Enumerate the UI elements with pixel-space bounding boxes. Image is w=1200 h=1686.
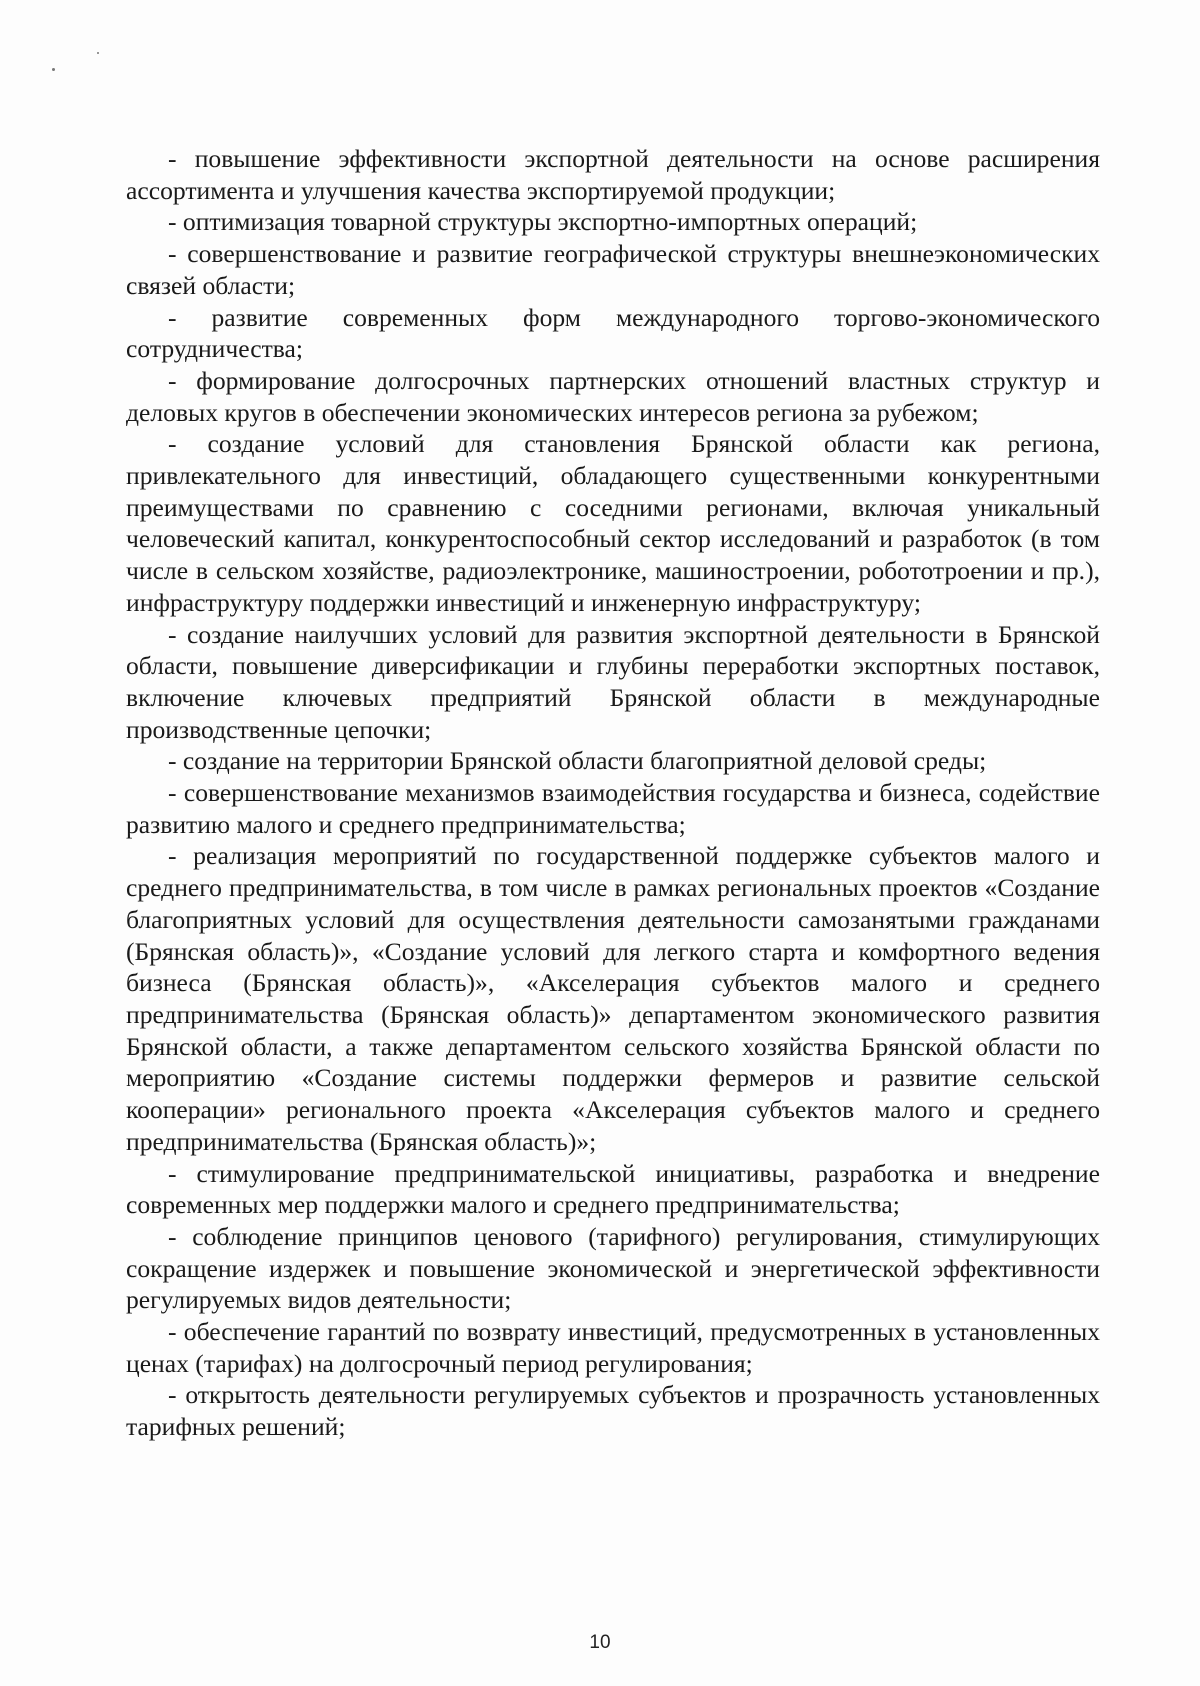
list-item: - соблюдение принципов ценового (тарифного) регулирования, стимулирующих сокращение издержек и повышение экономической и энергетической эффективности регулируемых видов деятельности; bbox=[126, 1221, 1100, 1315]
page-number: 10 bbox=[589, 1632, 611, 1653]
list-item: - оптимизация товарной структуры экспортно-импортных операций; bbox=[168, 207, 918, 237]
list-item: - повышение эффективности экспортной деятельности на основе расширения ассортимента и улучшения качества экспортируемой продукции; bbox=[126, 144, 1100, 205]
list-item: - реализация мероприятий по государственной поддержке субъектов малого и среднего предпринимательства, в том числе в рамках региональных проектов «Создание благоприятных условий для осуществления деятельности самозанятыми гражданами (Брянская область)», «Создание условий для легкого старта и комфортного ведения бизнеса (Брянская область)», «Акселерация субъектов малого и среднего предпринимательства (Брянская область)» департаментом экономического развития Брянской области, а также департаментом сельского хозяйства Брянской области по мероприятию «Создание системы поддержки фермеров и развитие сельской кооперации» регионального проекта «Акселерация субъектов малого и среднего предпринимательства (Брянская область)»; bbox=[126, 841, 1100, 1156]
list-item: - совершенствование механизмов взаимодействия государства и бизнеса, содействие развитию малого и среднего предпринимательства; bbox=[126, 778, 1100, 839]
list-item: - открытость деятельности регулируемых субъектов и прозрачность установленных тарифных решений; bbox=[126, 1380, 1100, 1442]
list-item: - развитие современных форм международного торгово-экономического сотрудничества; bbox=[126, 302, 1100, 364]
list-item: - обеспечение гарантий по возврату инвестиций, предусмотренных в установленных ценах (тарифах) на долгосрочный период регулирования; bbox=[126, 1317, 1100, 1378]
scan-speck bbox=[52, 68, 55, 71]
list-item: - стимулирование предпринимательской инициативы, разработка и внедрение современных мер поддержки малого и среднего предпринимательства; bbox=[126, 1158, 1100, 1220]
list-item: - создание условий для становления Брянской области как региона, привлекательного для инвестиций, обладающего существенными конкурентными преимуществами по сравнению с соседними регионами, включая уникальный человеческий капитал, конкурентоспособный сектор исследований и разработок (в том числе в сельском хозяйстве, радиоэлектронике, машиностроении, робототроении и пр.), инфраструктуру поддержки инвестиций и инженерную инфраструктуру; bbox=[126, 429, 1100, 617]
list-item: - формирование долгосрочных партнерских отношений властных структур и деловых кругов в обеспечении экономических интересов региона за рубежом; bbox=[126, 365, 1100, 427]
list-item: - создание наилучших условий для развития экспортной деятельности в Брянской области, повышение диверсификации и глубины переработки экспортных поставок, включение ключевых предприятий Брянской области в международные производственные цепочки; bbox=[126, 619, 1100, 744]
list-item: - совершенствование и развитие географической структуры внешнеэкономических связей области; bbox=[126, 239, 1100, 300]
document-body bbox=[126, 143, 1100, 1443]
list-item: - создание на территории Брянской области благоприятной деловой среды; bbox=[168, 746, 987, 776]
scan-speck bbox=[97, 52, 99, 54]
